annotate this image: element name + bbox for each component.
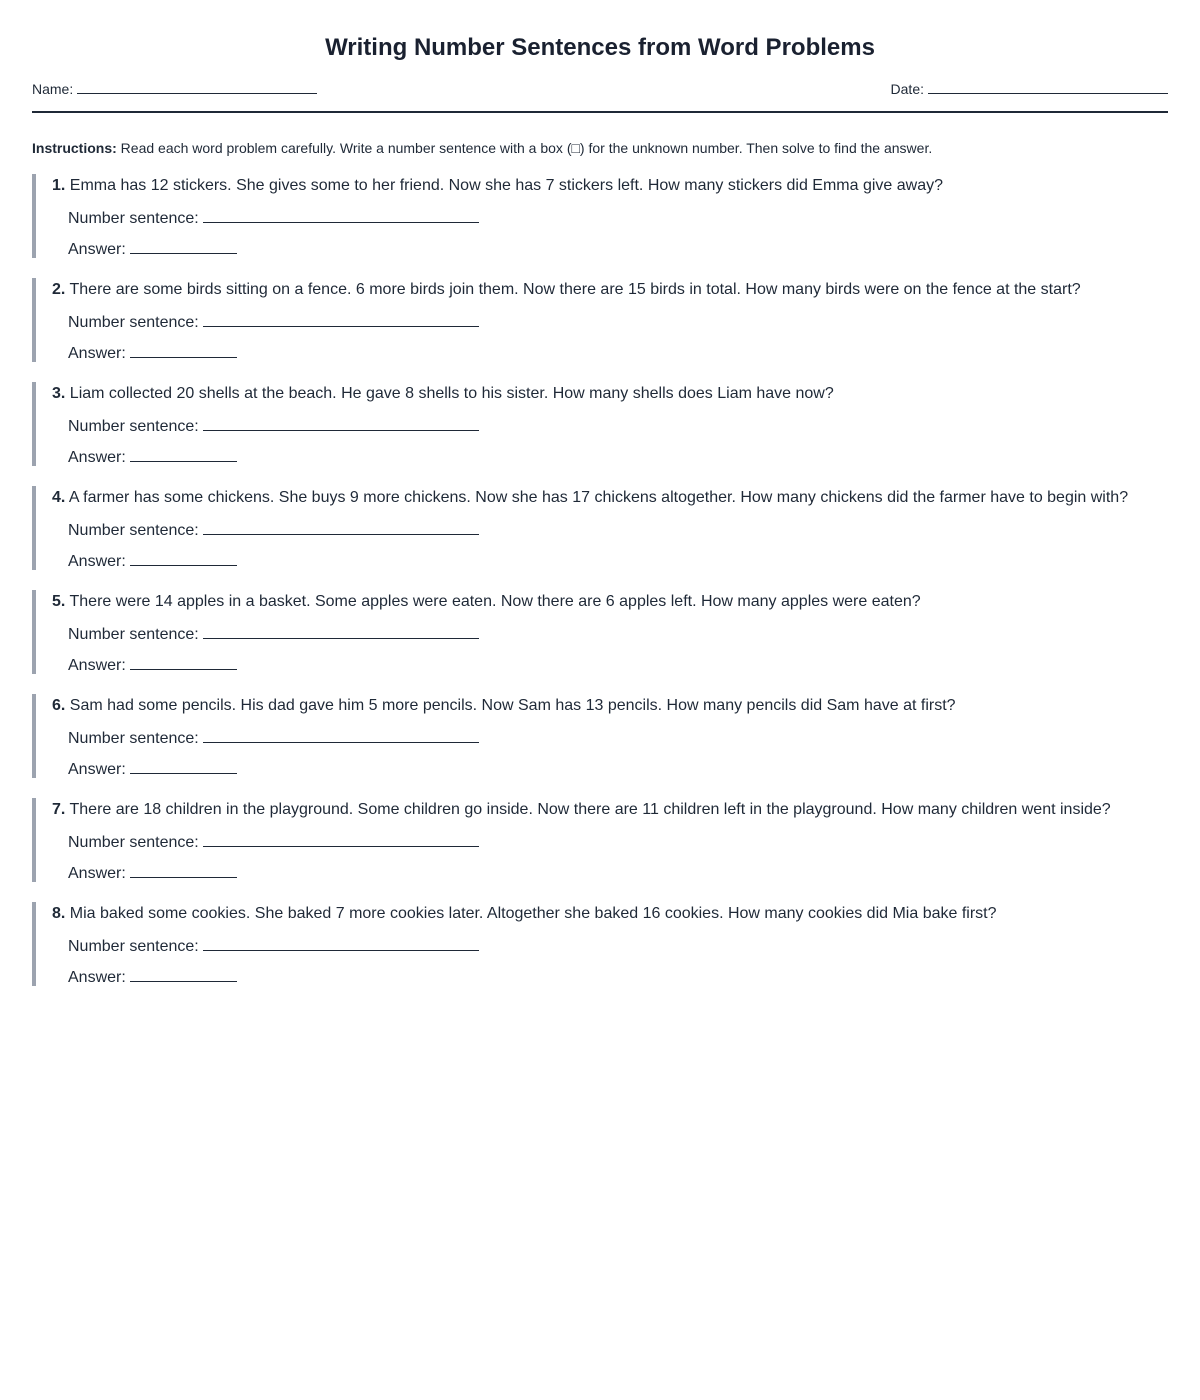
- number-sentence-blank[interactable]: [203, 310, 479, 327]
- date-field: [891, 79, 1168, 98]
- problem-number: 1.: [52, 177, 66, 194]
- number-sentence-label: Number sentence:: [68, 314, 199, 331]
- problem-number: 7.: [52, 801, 66, 818]
- answer-label: Answer:: [68, 761, 126, 778]
- problem-text: There were 14 apples in a basket. Some apples were eaten. Now there are 6 apples left. How many apples were eaten?: [69, 593, 921, 610]
- worksheet-page: [32, 0, 1168, 986]
- problem-question: [52, 174, 1168, 196]
- answer-blank[interactable]: [130, 861, 237, 878]
- name-field: [32, 79, 317, 98]
- answer-label: Answer:: [68, 241, 126, 258]
- problem-text: Sam had some pencils. His dad gave him 5 more pencils. Now Sam has 13 pencils. How many pencils did Sam have at first?: [69, 697, 956, 714]
- instructions: [32, 139, 1168, 157]
- date-blank[interactable]: [928, 79, 1168, 94]
- problem-number: 8.: [52, 905, 66, 922]
- number-sentence-blank[interactable]: [203, 518, 479, 535]
- answer-row: [68, 653, 1168, 676]
- problem-text: Mia baked some cookies. She baked 7 more cookies later. Altogether she baked 16 cookies. How many cookies did Mia bake first?: [69, 905, 997, 922]
- name-blank[interactable]: [77, 79, 317, 94]
- answer-blank[interactable]: [130, 445, 237, 462]
- problem-number: 3.: [52, 385, 66, 402]
- instructions-text: Read each word problem carefully. Write a number sentence with a box (□) for the unknown number. Then solve to find the answer.: [116, 140, 933, 156]
- answer-label: Answer:: [68, 865, 126, 882]
- name-label: Name:: [32, 81, 74, 97]
- number-sentence-blank[interactable]: [203, 726, 479, 743]
- answer-row: [68, 445, 1168, 468]
- answer-blank[interactable]: [130, 237, 237, 254]
- answer-blank[interactable]: [130, 965, 237, 982]
- problem-number: 5.: [52, 593, 66, 610]
- problem-question: [52, 798, 1168, 820]
- problem-item: [32, 798, 1168, 882]
- number-sentence-label: Number sentence:: [68, 834, 199, 851]
- problem-item: [32, 382, 1168, 466]
- answer-row: [68, 237, 1168, 260]
- instructions-lead: Instructions:: [32, 140, 117, 156]
- number-sentence-row: [68, 934, 1168, 957]
- page-title: Writing Number Sentences from Word Problems: [325, 34, 875, 61]
- date-label: Date:: [890, 81, 924, 97]
- problem-number: 2.: [52, 281, 66, 298]
- answer-row: [68, 549, 1168, 572]
- number-sentence-blank[interactable]: [203, 206, 479, 223]
- answer-label: Answer:: [68, 449, 126, 466]
- problem-text: A farmer has some chickens. She buys 9 more chickens. Now she has 17 chickens altogether. How many chickens did the farmer have to begin with?: [68, 489, 1129, 506]
- number-sentence-blank[interactable]: [203, 414, 479, 431]
- problem-question: [52, 486, 1168, 508]
- problem-item: [32, 278, 1168, 362]
- number-sentence-label: Number sentence:: [68, 210, 199, 227]
- problem-text: Emma has 12 stickers. She gives some to her friend. Now she has 7 stickers left. How many stickers did Emma give away?: [69, 177, 944, 194]
- answer-label: Answer:: [68, 969, 126, 986]
- problem-text: There are some birds sitting on a fence. 6 more birds join them. Now there are 15 birds in total. How many birds were on the fence at the start?: [69, 281, 1081, 298]
- number-sentence-row: [68, 414, 1168, 437]
- number-sentence-label: Number sentence:: [68, 522, 199, 539]
- number-sentence-row: [68, 830, 1168, 853]
- problem-number: 6.: [52, 697, 66, 714]
- number-sentence-blank[interactable]: [203, 830, 479, 847]
- answer-label: Answer:: [68, 657, 126, 674]
- number-sentence-row: [68, 726, 1168, 749]
- answer-row: [68, 341, 1168, 364]
- number-sentence-blank[interactable]: [203, 934, 479, 951]
- answer-blank[interactable]: [130, 653, 237, 670]
- problem-question: [52, 278, 1168, 300]
- problem-item: [32, 486, 1168, 570]
- answer-row: [68, 757, 1168, 780]
- answer-blank[interactable]: [130, 757, 237, 774]
- header-row: [32, 79, 1168, 113]
- answer-blank[interactable]: [130, 341, 237, 358]
- answer-row: [68, 861, 1168, 884]
- number-sentence-blank[interactable]: [203, 622, 479, 639]
- problem-question: [52, 902, 1168, 924]
- answer-label: Answer:: [68, 345, 126, 362]
- problem-question: [52, 590, 1168, 612]
- number-sentence-label: Number sentence:: [68, 938, 199, 955]
- number-sentence-row: [68, 518, 1168, 541]
- number-sentence-label: Number sentence:: [68, 418, 199, 435]
- answer-row: [68, 965, 1168, 988]
- number-sentence-row: [68, 206, 1168, 229]
- answer-label: Answer:: [68, 553, 126, 570]
- problem-number: 4.: [52, 489, 66, 506]
- problem-text: Liam collected 20 shells at the beach. He gave 8 shells to his sister. How many shells does Liam have now?: [69, 385, 834, 402]
- number-sentence-row: [68, 622, 1168, 645]
- problem-text: There are 18 children in the playground. Some children go inside. Now there are 11 children left in the playground. How many children went inside?: [69, 801, 1111, 818]
- problem-list: [32, 174, 1168, 986]
- problem-item: [32, 174, 1168, 258]
- number-sentence-label: Number sentence:: [68, 730, 199, 747]
- answer-blank[interactable]: [130, 549, 237, 566]
- problem-item: [32, 902, 1168, 986]
- number-sentence-label: Number sentence:: [68, 626, 199, 643]
- problem-question: [52, 694, 1168, 716]
- number-sentence-row: [68, 310, 1168, 333]
- problem-item: [32, 590, 1168, 674]
- problem-item: [32, 694, 1168, 778]
- problem-question: [52, 382, 1168, 404]
